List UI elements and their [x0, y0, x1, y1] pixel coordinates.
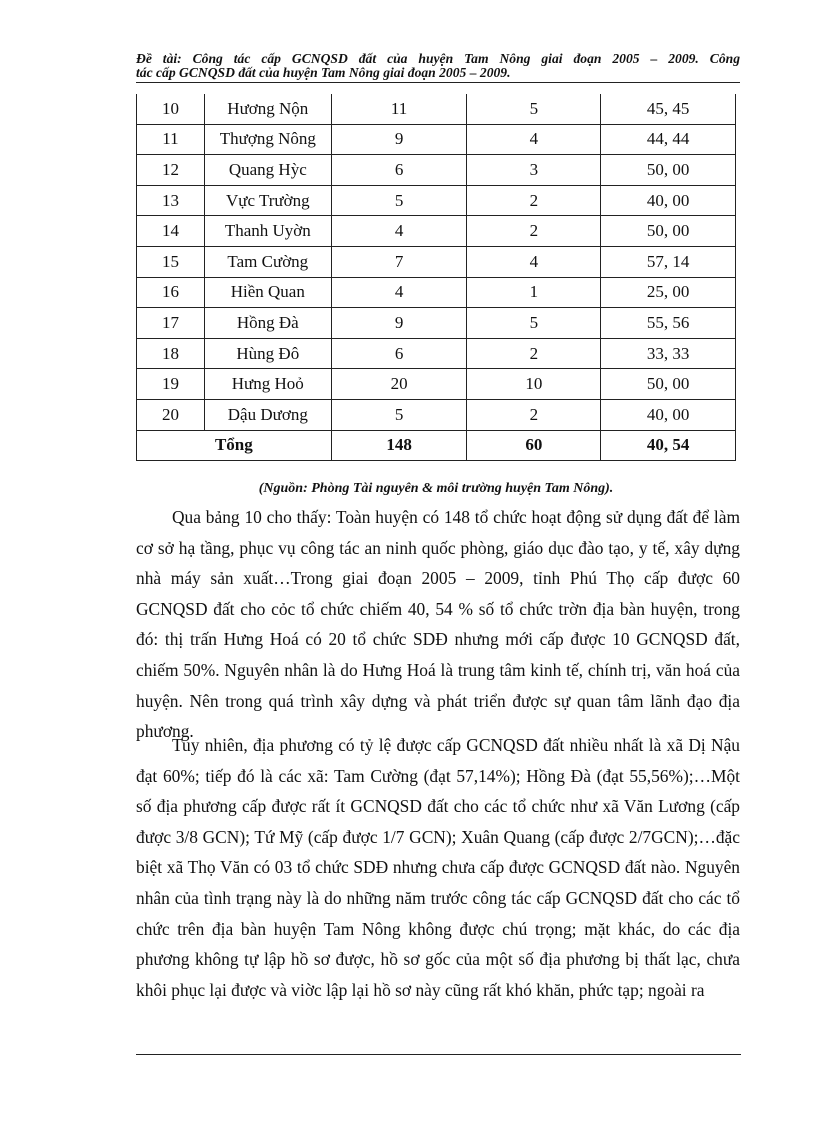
table-cell-granted: 2 — [467, 399, 601, 430]
table-cell-stt: 12 — [137, 155, 205, 186]
table-cell-stt: 11 — [137, 124, 205, 155]
table-cell-total: 9 — [331, 124, 467, 155]
table-row — [137, 308, 736, 339]
table-cell-stt: 18 — [137, 338, 205, 369]
total-cell-total: 148 — [331, 430, 467, 461]
table-cell-name: Hùng Đô — [204, 338, 331, 369]
page-header — [136, 52, 740, 83]
table-cell-name: Hưng Hoỏ — [204, 369, 331, 400]
table-cell-granted: 2 — [467, 338, 601, 369]
table-cell-name: Vực Trường — [204, 185, 331, 216]
table-row — [137, 246, 736, 277]
table-cell-granted: 4 — [467, 246, 601, 277]
table-row — [137, 369, 736, 400]
table-cell-percent: 50, 00 — [601, 155, 736, 186]
table-cell-name: Hương Nộn — [204, 94, 331, 124]
table-cell-name: Thượng Nông — [204, 124, 331, 155]
header-line-2: tác cấp GCNQSD đất của huyện Tam Nông giai đoạn 2005 – 2009. — [136, 65, 511, 81]
table-cell-granted: 2 — [467, 185, 601, 216]
table-cell-granted: 2 — [467, 216, 601, 247]
table-cell-percent: 55, 56 — [601, 308, 736, 339]
table-row — [137, 124, 736, 155]
table-row — [137, 155, 736, 186]
table-cell-name: Quang Hỳc — [204, 155, 331, 186]
table-total-row — [137, 430, 736, 461]
table-cell-total: 6 — [331, 155, 467, 186]
table-cell-percent: 45, 45 — [601, 94, 736, 124]
header-line-1: Đề tài: Công tác cấp GCNQSD đất của huyện Tam Nông giai đoạn 2005 – 2009. Công — [136, 51, 740, 66]
table-cell-name: Tam Cường — [204, 246, 331, 277]
statistics-table — [136, 94, 736, 461]
table-cell-stt: 15 — [137, 246, 205, 277]
table-cell-granted: 1 — [467, 277, 601, 308]
table-cell-name: Thanh Uyờn — [204, 216, 331, 247]
table-cell-stt: 13 — [137, 185, 205, 216]
table-row — [137, 399, 736, 430]
source-note: (Nguồn: Phòng Tài nguyên & môi trường huyện Tam Nông). — [258, 481, 614, 496]
table-body — [137, 94, 736, 461]
table-row — [137, 94, 736, 124]
table-cell-percent: 50, 00 — [601, 369, 736, 400]
table-cell-percent: 40, 00 — [601, 185, 736, 216]
table-cell-total: 7 — [331, 246, 467, 277]
table-cell-total: 4 — [331, 216, 467, 247]
table-cell-stt: 14 — [137, 216, 205, 247]
table-cell-name: Hồng Đà — [204, 308, 331, 339]
table-cell-stt: 16 — [137, 277, 205, 308]
table-cell-total: 20 — [331, 369, 467, 400]
paragraph-2: Tuy nhiên, địa phương có tỷ lệ được cấp GCNQSD đất nhiều nhất là xã Dị Nậu đạt 60%; tiếp đó là các xã: Tam Cường (đạt 57,14%); Hồng Đà (đạt 55,56%);…Một số địa phương cấp được rất ít GCNQSD đất cho các tổ chức như xã Văn Lương (cấp được 3/8 GCN); Tứ Mỹ (cấp được 1/7 GCN); Xuân Quang (cấp được 2/7GCN);…đặc biệt xã Thọ Văn có 03 tổ chức SDĐ nhưng chưa cấp được GCNQSD đất nào. Nguyên nhân của tình trạng này là do những năm trước công tác cấp GCNQSD đất cho các tổ chức trên địa bàn huyện Tam Nông không được chú trọng; mặt khác, do các địa phương không tự lập hồ sơ được, hồ sơ gốc của một số địa phương bị thất lạc, chưa khôi phục lại được và viờc lập lại hồ sơ này cũng rất khó khăn, phức tạp; ngoài ra — [136, 735, 740, 1000]
table-cell-name: Dậu Dương — [204, 399, 331, 430]
table-cell-total: 11 — [331, 94, 467, 124]
table-cell-granted: 10 — [467, 369, 601, 400]
table-cell-granted: 3 — [467, 155, 601, 186]
table-cell-granted: 5 — [467, 308, 601, 339]
table-cell-total: 5 — [331, 399, 467, 430]
table-row — [137, 338, 736, 369]
table-cell-granted: 5 — [467, 94, 601, 124]
table-cell-percent: 33, 33 — [601, 338, 736, 369]
table-cell-granted: 4 — [467, 124, 601, 155]
table-cell-total: 4 — [331, 277, 467, 308]
total-cell-percent: 40, 54 — [601, 430, 736, 461]
table-cell-percent: 50, 00 — [601, 216, 736, 247]
table-cell-percent: 57, 14 — [601, 246, 736, 277]
table-cell-stt: 17 — [137, 308, 205, 339]
table-row — [137, 216, 736, 247]
table-cell-stt: 20 — [137, 399, 205, 430]
table-cell-percent: 40, 00 — [601, 399, 736, 430]
table-row — [137, 277, 736, 308]
total-label: Tổng — [137, 430, 332, 461]
table-cell-total: 6 — [331, 338, 467, 369]
table-cell-percent: 44, 44 — [601, 124, 736, 155]
paragraph-1: Qua bảng 10 cho thấy: Toàn huyện có 148 tổ chức hoạt động sử dụng đất để làm cơ sở hạ tầng, phục vụ công tác an ninh quốc phòng, giáo dục đào tạo, y tế, xây dựng nhà máy sản xuất…Trong giai đoạn 2005 – 2009, tỉnh Phú Thọ cấp được 60 GCNQSD đất cho cỏc tổ chức chiếm 40, 54 % số tổ chức trờn địa bàn huyện, trong đó: thị trấn Hưng Hoá có 20 tổ chức SDĐ nhưng mới cấp được 10 GCNQSD đất, chiếm 50%. Nguyên nhân là do Hưng Hoá là trung tâm kinh tế, chính trị, văn hoá của huyện. Nên trong quá trình xây dựng và phát triển được sự quan tâm lãnh đạo địa phương. — [136, 507, 740, 742]
table-cell-stt: 19 — [137, 369, 205, 400]
table-cell-stt: 10 — [137, 94, 205, 124]
table-row — [137, 185, 736, 216]
table-cell-total: 9 — [331, 308, 467, 339]
table-cell-percent: 25, 00 — [601, 277, 736, 308]
table-cell-total: 5 — [331, 185, 467, 216]
footer-divider — [136, 1054, 741, 1055]
table-cell-name: Hiền Quan — [204, 277, 331, 308]
total-cell-granted: 60 — [467, 430, 601, 461]
